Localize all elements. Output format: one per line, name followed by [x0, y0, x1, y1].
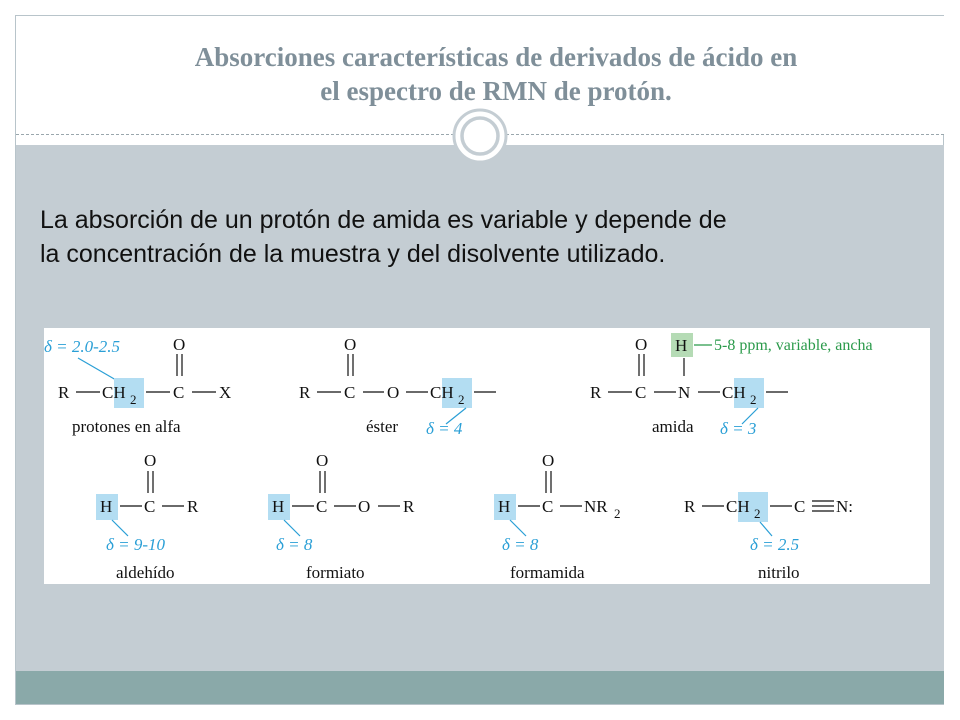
ester-ch: CH	[430, 383, 454, 402]
body-line-1: La absorción de un protón de amida es variable y depende de	[40, 206, 727, 234]
nitrile-r: R	[684, 497, 696, 516]
nitrile-ch: CH	[726, 497, 750, 516]
formamide-h: H	[498, 497, 511, 516]
ester-shift-label: δ = 4	[426, 419, 463, 438]
title-line-2: el espectro de RMN de protón.	[320, 76, 672, 106]
nitrile-shift-label: δ = 2.5	[750, 535, 800, 554]
ester-structure	[299, 335, 496, 438]
nitrile-name: nitrilo	[758, 563, 800, 582]
formamide-name: formamida	[510, 563, 585, 582]
alpha-r: R	[58, 383, 70, 402]
alpha-shift-label: δ = 2.0-2.5	[44, 337, 121, 356]
amide-name: amida	[652, 417, 694, 436]
ester-r: R	[299, 383, 311, 402]
formate-r: R	[403, 497, 415, 516]
amide-c: C	[635, 383, 647, 402]
formamide-nr: NR	[584, 497, 608, 516]
amide-sub2: 2	[750, 392, 757, 407]
formamide-c: C	[542, 497, 554, 516]
formate-o: O	[316, 451, 329, 470]
formamide-structure	[494, 451, 621, 582]
formamide-shift-label: δ = 8	[502, 535, 539, 554]
formate-h: H	[272, 497, 285, 516]
amide-note: 5-8 ppm, variable, ancha	[714, 337, 873, 354]
amide-o: O	[635, 335, 648, 354]
nmr-structures-figure	[44, 328, 930, 584]
nitrile-sub2: 2	[754, 506, 761, 521]
alpha-structure	[44, 335, 231, 436]
amide-ch: CH	[722, 383, 746, 402]
aldehyde-c: C	[144, 497, 156, 516]
title-line-1: Absorciones características de derivados de ácido en	[194, 42, 798, 72]
amide-r: R	[590, 383, 602, 402]
body-line-2: la concentración de la muestra y del disolvente utilizado.	[40, 240, 666, 268]
aldehyde-o: O	[144, 451, 157, 470]
amide-shift-label: δ = 3	[720, 419, 757, 438]
aldehyde-name: aldehído	[116, 563, 175, 582]
aldehyde-r: R	[187, 497, 199, 516]
alpha-name: protones en alfa	[72, 417, 181, 436]
footer-bar	[16, 671, 944, 704]
aldehyde-shift-label: δ = 9-10	[106, 535, 166, 554]
formate-structure	[268, 451, 415, 582]
alpha-sub2: 2	[130, 392, 137, 407]
alpha-ch: CH	[102, 383, 126, 402]
formamide-o: O	[542, 451, 555, 470]
formate-o-ring: O	[358, 497, 371, 516]
formate-name: formiato	[306, 563, 365, 582]
ester-name: éster	[366, 417, 399, 436]
nitrile-n: N:	[836, 497, 853, 516]
amide-structure	[590, 333, 873, 438]
amide-n: N	[678, 383, 691, 402]
ester-o-ring: O	[387, 383, 400, 402]
formate-c: C	[316, 497, 328, 516]
ester-c: C	[344, 383, 356, 402]
aldehyde-structure	[96, 451, 199, 582]
body-text	[40, 203, 920, 271]
alpha-c: C	[173, 383, 185, 402]
nitrile-structure	[684, 492, 853, 582]
aldehyde-h: H	[100, 497, 113, 516]
amide-h: H	[675, 336, 688, 355]
formamide-sub2: 2	[614, 506, 621, 521]
nitrile-c: C	[794, 497, 806, 516]
alpha-x: X	[219, 383, 232, 402]
ester-sub2: 2	[458, 392, 465, 407]
formate-shift-label: δ = 8	[276, 535, 313, 554]
divider-circle-icon	[450, 106, 510, 166]
ester-o: O	[344, 335, 357, 354]
slide-title	[56, 40, 936, 108]
alpha-o: O	[173, 335, 186, 354]
